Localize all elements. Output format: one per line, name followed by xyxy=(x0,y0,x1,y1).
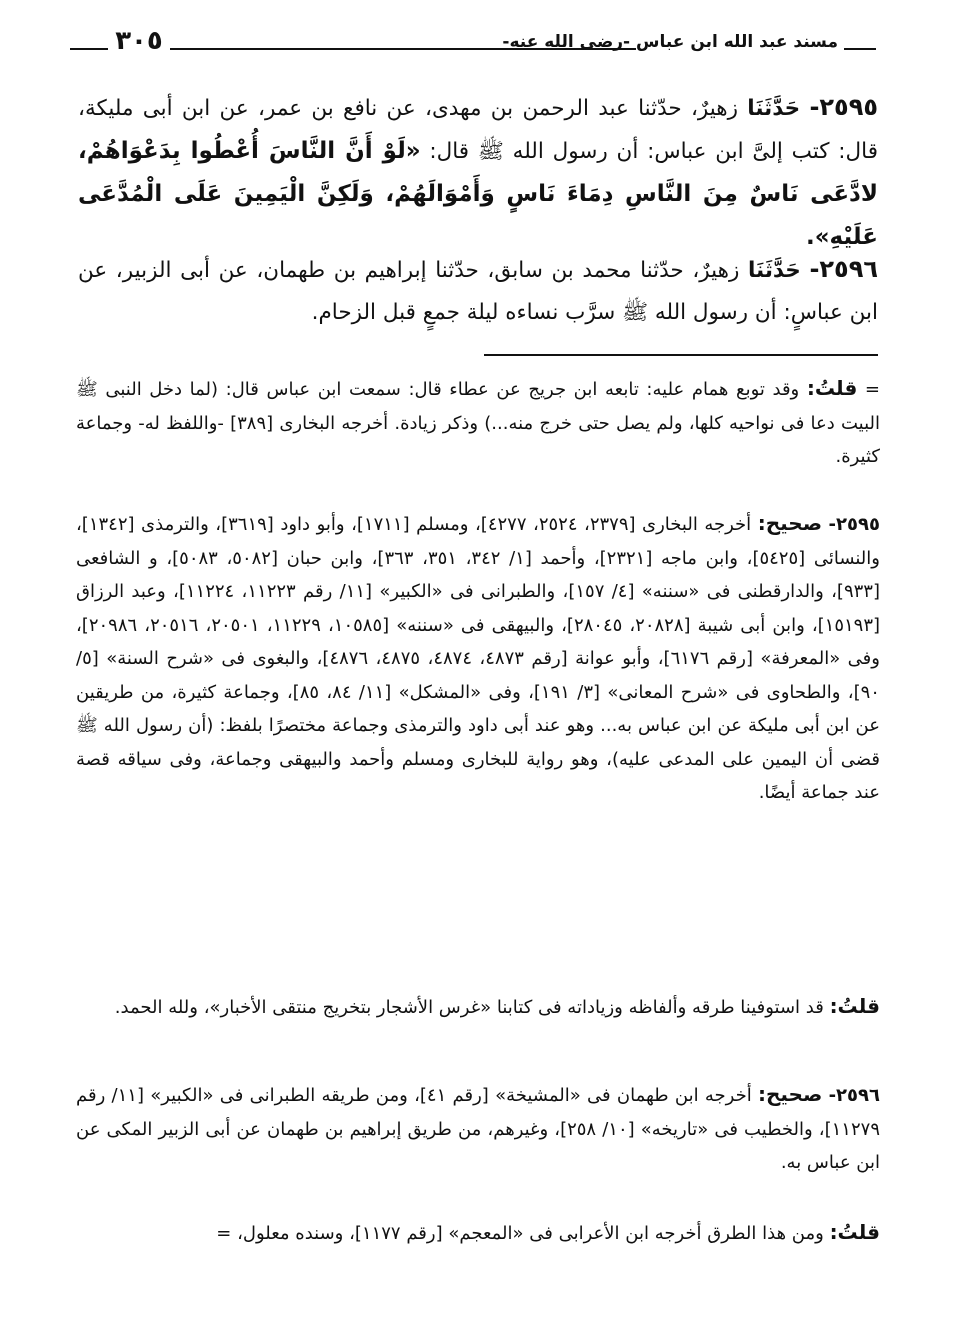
matn-text: «لَوْ أَنَّ النَّاسَ أُعْطُوا بِدَعْوَاهُمْ، لادَّعَى نَاسٌ مِنَ النَّاسِ دِمَاءَ نَاسٍ وَأَمْوَالَهُمْ، وَلَكِنَّ الْيَمِينَ عَلَى الْمُدَّعَى عَلَيْهِ». xyxy=(78,138,878,250)
footnote-2595 xyxy=(76,507,880,810)
footnote-text: أخرجه ابن طهمان فى «المشيخة» [رقم ٤١]، ومن طريقه الطبرانى فى «الكبير» [١١/ رقم ١١٢٧٩]، والخطيب فى «تاريخه» [١٠/ ٢٥٨]، وغيرهم، من طريق إبراهيم بن طهمان عن أبى الزبير المكى عن ابن عباس به. xyxy=(76,1085,880,1173)
qultu-label: قلتُ: xyxy=(829,1220,880,1244)
page-number: ٣٠٥ xyxy=(115,26,163,56)
grade-label: صحيح: xyxy=(757,1082,823,1106)
hadith-number: ٢٥٩٦- xyxy=(809,255,878,283)
continuation-mark: = xyxy=(216,1223,232,1244)
qultu-label: قلتُ: xyxy=(806,376,858,400)
hadith-2595 xyxy=(78,86,878,259)
footnote-text: وقد توبع همام عليه: تابعه ابن جريج عن عطاء قال: سمعت ابن عباس قال: (لما دخل النبى ﷺ البيت دعا فى نواحيه كلها، ولم يصل حتى خرج منه...) وذكر زيادة. أخرجه البخارى [٣٨٩] -واللفظ له- وجماعة كثيرة. xyxy=(76,379,880,467)
isnad-text: زهيرٌ، حدّثنا عبد الرحمن بن مهدى، عن نافع بن عمر، عن ابن أبى مليكة، قال: كتب إلىَّ ابن عباس: أن رسول الله ﷺ قال: xyxy=(78,96,878,164)
hadith-2596 xyxy=(78,248,878,334)
footnote-number: ٢٥٩٥- xyxy=(828,514,880,535)
header-rule-right xyxy=(844,48,876,50)
footnote-text: أخرجه البخارى [٢٣٧٩، ٢٥٢٤، ٤٢٧٧]، ومسلم [١٧١١]، وأبو داود [٣٦١٩]، والترمذى [١٣٤٢]، والنسائى [٥٤٢٥]، وابن ماجه [٢٣٢١]، وأحمد [١/ ٣٤٢، ٣٥١، ٣٦٣]، وابن حبان [٥٠٨٢، ٥٠٨٣]، و الشافعى [٩٣٣]، والدارقطنى فى «سننه» [٤/ ١٥٧]، والطبرانى فى «الكبير» [١١/ رقم ١١٢٢٣، ١١٢٢٤]، وعبد الرزاق [١٥١٩٣]، وابن أبى شيبة [٢٠٨٢٨، ٢٨٠٤٥]، والبيهقى فى «سننه» [١٠٥٨٥، ١١٢٢٩، ٢٠٥٠١، ٢٠٥١٦، ٢٠٩٨٦]، وفى «المعرفة» [رقم ٦١٧٦]، وأبو عوانة [رقم ٤٨٧٣، ٤٨٧٤، ٤٨٧٥، ٤٨٧٦]، والبغوى فى «شرح السنة» [٥/ ٩٠]، والطحاوى فى «شرح المعانى» [٣/ ١٩١]، وفى «المشكل» [١١/ ٨٤، ٨٥]، وجماعة كثيرة، من طريقين عن ابن أبى مليكة عن ابن عباس به... وهو عند أبى داود والترمذى وجماعة مختصرًا بلفظ: (أن رسول الله ﷺ قضى أن اليمين على المدعى عليه)، وهو رواية للبخارى ومسلم وأحمد والبيهقى وجماعة، وفى سياقه قصة عند جماعة أيضًا. xyxy=(76,514,881,803)
header-rule-middle xyxy=(170,48,636,50)
haddathana: حَدَّثَنَا xyxy=(747,96,801,121)
footnote-divider xyxy=(484,354,878,356)
footnote-number: ٢٥٩٦- xyxy=(828,1085,880,1106)
qultu-label: قلتُ: xyxy=(829,994,880,1018)
header-rule-left xyxy=(70,48,108,50)
hadith-text: زهيرٌ، حدّثنا محمد بن سابق، حدّثنا إبراهيم بن طهمان، عن أبى الزبير، عن ابن عباسٍ: أن رسول الله ﷺ سرَّب نساءه ليلة جمعٍ قبل الزحام. xyxy=(78,258,878,325)
footnote-2596 xyxy=(76,1078,880,1180)
continuation-mark: = xyxy=(864,379,880,400)
footnote-qultu xyxy=(76,990,880,1025)
footnote-text: ومن هذا الطرق أخرجه ابن الأعرابى فى «المعجم» [رقم ١١٧٧]، وسنده معلول، xyxy=(237,1223,824,1244)
header-title: مسند عبد الله ابن عباس -رضى الله عنه- xyxy=(502,32,838,52)
running-header xyxy=(70,28,876,68)
grade-label: صحيح: xyxy=(757,511,823,535)
footnote-qultu-last xyxy=(76,1216,880,1251)
hadith-number: ٢٥٩٥- xyxy=(809,93,878,121)
footnote-continuation xyxy=(76,372,880,474)
haddathana: حَدَّثَنَا xyxy=(747,258,801,283)
footnote-text: قد استوفينا طرقه وألفاظه وزياداته فى كتابنا «غرس الأشجار بتخريج منتقى الأخبار»، ولله الحمد. xyxy=(114,997,824,1018)
